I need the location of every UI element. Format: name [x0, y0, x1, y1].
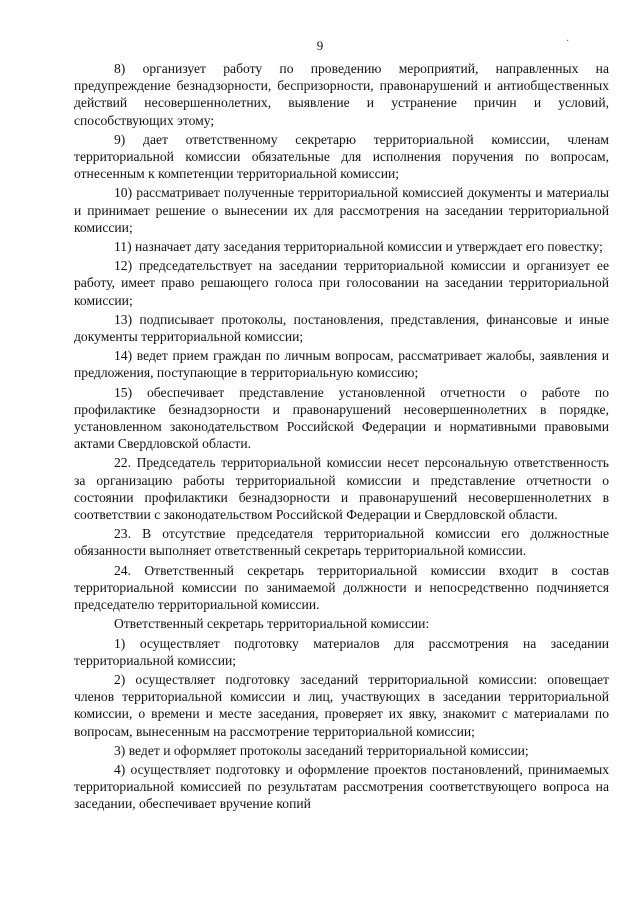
document-body [74, 60, 609, 815]
paragraph: 11) назначает дату заседания территориальной комиссии и утверждает его повестку; [114, 239, 603, 255]
paragraph: Ответственный секретарь территориальной комиссии: [114, 616, 430, 632]
page-number: 9 [316, 38, 324, 53]
paragraph: 2) осуществляет подготовку заседаний территориальной комиссии: оповещает членов территориальной комиссии и лиц, участвующих в заседании территориальной комиссии, о времени и месте заседания, проверяет их явку, знакомит с материалами по вопросам, вынесенным на рассмотрение территориальной комиссии; [74, 671, 609, 739]
paragraph: 3) ведет и оформляет протоколы заседаний территориальной комиссии; [114, 742, 529, 758]
corner-mark: · [566, 36, 570, 47]
paragraph: 14) ведет прием граждан по личным вопросам, рассматривает жалобы, заявления и предложения, поступающие в территориальную комиссию; [74, 348, 609, 381]
paragraph: 22. Председатель территориальной комиссии несет персональную ответственность за организацию работы территориальной комиссии и представление отчетности о состоянии профилактики безнадзорности и правонарушений несовершеннолетних в соответствии с законодательством Российской Федерации и Свердловской области. [74, 455, 609, 523]
paragraph: 10) рассматривает полученные территориальной комиссией документы и материалы и принимает решение о вынесении их для рассмотрения на заседании территориальной комиссии; [74, 185, 609, 235]
paragraph: 15) обеспечивает представление установленной отчетности о работе по профилактике безнадзорности и правонарушений несовершеннолетних в порядке, установленном законодательством Российской Федерации и нормативными правовыми актами Свердловской области. [74, 384, 609, 452]
paragraph: 13) подписывает протоколы, постановления, представления, финансовые и иные документы территориальной комиссии; [74, 311, 609, 345]
paragraph: 24. Ответственный секретарь территориальной комиссии входит в состав территориальной комиссии по занимаемой должности и непосредственно подчиняется председателю территориальной комиссии. [74, 562, 609, 613]
paragraph: 12) председательствует на заседании территориальной комиссии и организует ее работу, имеет право решающего голоса при голосовании на заседании территориальной комиссии; [74, 258, 609, 308]
paragraph: 4) осуществляет подготовку и оформление проектов постановлений, принимаемых территориальной комиссией по результатам рассмотрения соответствующего вопроса на заседании, обеспечивает вручение копий [74, 761, 609, 812]
paragraph: 9) дает ответственному секретарю территориальной комиссии, членам территориальной комиссии обязательные для исполнения поручения по вопросам, отнесенным к компетенции территориальной комиссии; [74, 131, 609, 182]
paragraph: 1) осуществляет подготовку материалов для рассмотрения на заседании территориальной комиссии; [74, 635, 609, 668]
paragraph: 8) организует работу по проведению мероприятий, направленных на предупреждение безнадзорности, беспризорности, правонарушений и антиобщественных действий несовершеннолетних, выявление и устранение причин и условий, способствующих этому; [74, 61, 609, 128]
paragraph: 23. В отсутствие председателя территориальной комиссии его должностные обязанности выполняет ответственный секретарь территориальной комиссии. [74, 526, 609, 559]
